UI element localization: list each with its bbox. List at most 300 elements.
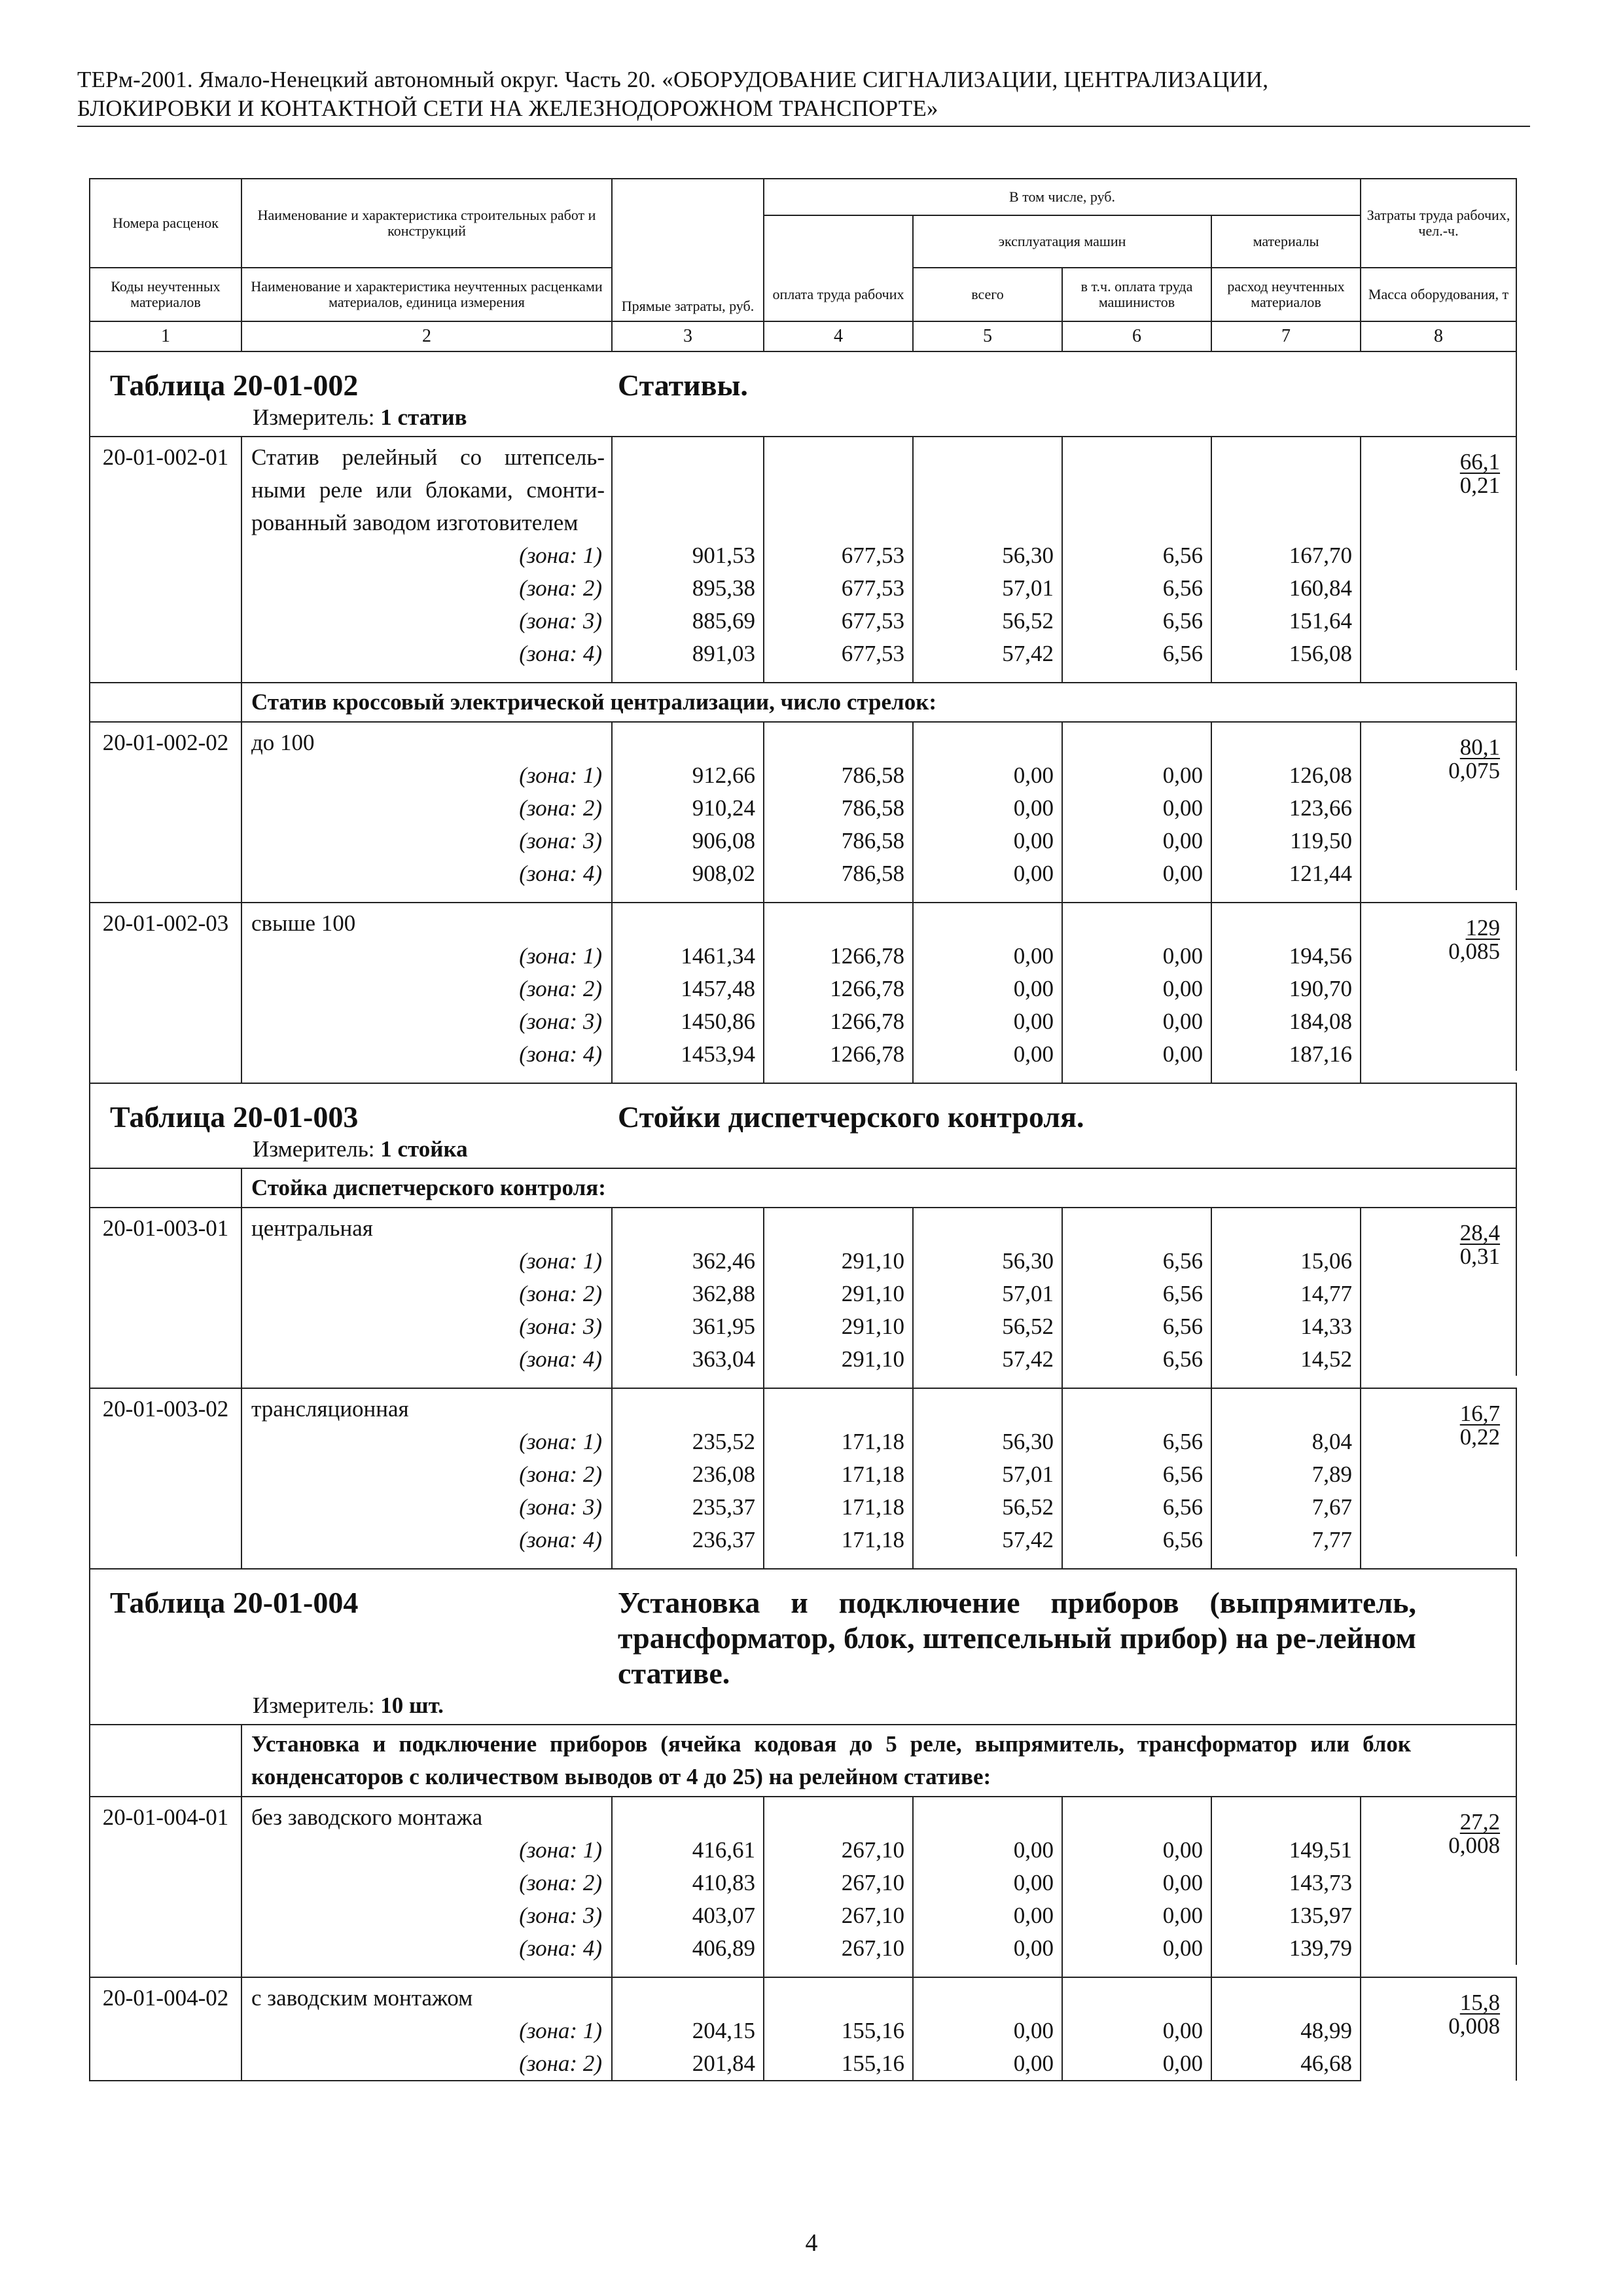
- rate-code: 20-01-002-02: [90, 722, 241, 759]
- table-code: Таблица 20-01-002: [110, 368, 359, 402]
- empty-cell: [913, 1977, 1062, 2015]
- direct-costs-value: 885,69: [612, 605, 764, 637]
- direct-costs-value: 410,83: [612, 1867, 764, 1899]
- materials-value: 14,52: [1211, 1343, 1361, 1376]
- empty-cell: [612, 1388, 764, 1426]
- empty-cell: [764, 1965, 913, 1977]
- meter-label: Измеритель:: [253, 1693, 375, 1718]
- empty-cell: [913, 437, 1062, 539]
- col-number-3: 3: [612, 321, 764, 351]
- worker-pay-value: 291,10: [764, 1310, 913, 1343]
- machine-total-value: 57,01: [913, 1278, 1062, 1310]
- zone-row: [90, 605, 1516, 637]
- empty-cell: [612, 1208, 764, 1245]
- empty-cell: [1211, 437, 1361, 539]
- zone-label: (зона: 4): [241, 857, 612, 890]
- worker-pay-value: 291,10: [764, 1343, 913, 1376]
- col-number-2: 2: [241, 321, 612, 351]
- empty-cell: [1062, 1977, 1211, 2015]
- labor-value: 15,8: [1459, 1990, 1501, 2015]
- empty-cell: [90, 792, 241, 825]
- labor-mass-cell: [1361, 722, 1516, 890]
- zone-row: [90, 1245, 1516, 1278]
- direct-costs-value: 895,38: [612, 572, 764, 605]
- materials-value: 160,84: [1211, 572, 1361, 605]
- empty-cell: [612, 1965, 764, 1977]
- worker-pay-value: 155,16: [764, 2015, 913, 2047]
- rate-item-row: [90, 1977, 1516, 2015]
- worker-pay-value: 1266,78: [764, 973, 913, 1005]
- page-number: 4: [805, 2229, 818, 2257]
- col-header-direct-costs: Прямые затраты, руб.: [612, 179, 764, 321]
- empty-cell: [1211, 890, 1361, 903]
- zone-row: [90, 1458, 1516, 1491]
- zone-row: [90, 1005, 1516, 1038]
- table-heading-row: [90, 1083, 1516, 1168]
- zone-label: (зона: 1): [241, 759, 612, 792]
- empty-cell: [90, 1245, 241, 1278]
- mass-value: 0,21: [1459, 473, 1501, 498]
- materials-value: 8,04: [1211, 1426, 1361, 1458]
- rate-name: до 100: [241, 722, 612, 759]
- col-number-6: 6: [1062, 321, 1211, 351]
- materials-value: 14,77: [1211, 1278, 1361, 1310]
- meter-value: 1 стойка: [380, 1136, 468, 1162]
- empty-cell: [241, 1071, 612, 1083]
- direct-costs-value: 1457,48: [612, 973, 764, 1005]
- labor-value: 129: [1465, 915, 1501, 941]
- operator-pay-value: 6,56: [1062, 572, 1211, 605]
- table-meter: [110, 403, 1516, 432]
- empty-cell: [90, 1310, 241, 1343]
- labor-mass-cell: [1361, 1977, 1516, 2081]
- empty-cell: [1062, 1965, 1211, 1977]
- group-subheading: Установка и подключение приборов (ячейка кодовая до 5 реле, выпрямитель, трансформатор или блок конденсаторов с количеством выводов от 4 до 25) на релейном стативе:: [241, 1725, 1516, 1797]
- materials-value: 135,97: [1211, 1899, 1361, 1932]
- materials-value: 139,79: [1211, 1932, 1361, 1965]
- labor-mass-fraction: [1448, 1991, 1500, 2038]
- operator-pay-value: 6,56: [1062, 1310, 1211, 1343]
- operator-pay-value: 6,56: [1062, 637, 1211, 670]
- spacer-row: [90, 670, 1516, 683]
- worker-pay-value: 155,16: [764, 2047, 913, 2081]
- labor-mass-fraction: [1448, 1810, 1500, 1857]
- rate-code: 20-01-004-01: [90, 1797, 241, 1834]
- empty-cell: [90, 759, 241, 792]
- empty-cell: [90, 1038, 241, 1071]
- machine-total-value: 56,52: [913, 1491, 1062, 1524]
- zone-row: [90, 1932, 1516, 1965]
- empty-cell: [1211, 1797, 1361, 1834]
- zone-label: (зона: 1): [241, 940, 612, 973]
- direct-costs-value: 403,07: [612, 1899, 764, 1932]
- rate-name: центральная: [241, 1208, 612, 1245]
- empty-cell: [1211, 722, 1361, 759]
- empty-cell: [612, 437, 764, 539]
- empty-cell: [90, 683, 241, 722]
- meter-value: 10 шт.: [380, 1693, 444, 1718]
- worker-pay-value: 1266,78: [764, 940, 913, 973]
- empty-cell: [913, 1556, 1062, 1569]
- empty-cell: [1062, 1388, 1211, 1426]
- machine-total-value: 56,30: [913, 1245, 1062, 1278]
- col-header-material-use: расход неучтенных материалов: [1211, 268, 1361, 321]
- operator-pay-value: 0,00: [1062, 2047, 1211, 2081]
- labor-mass-cell: [1361, 1208, 1516, 1376]
- worker-pay-value: 1266,78: [764, 1005, 913, 1038]
- table-heading-wrap: [110, 368, 1516, 403]
- empty-cell: [764, 670, 913, 683]
- direct-costs-value: 891,03: [612, 637, 764, 670]
- empty-cell: [90, 1458, 241, 1491]
- empty-cell: [1211, 1071, 1361, 1083]
- materials-value: 121,44: [1211, 857, 1361, 890]
- empty-cell: [90, 2047, 241, 2081]
- zone-row: [90, 973, 1516, 1005]
- meter-value: 1 статив: [380, 404, 467, 430]
- worker-pay-value: 171,18: [764, 1426, 913, 1458]
- empty-cell: [764, 1388, 913, 1426]
- operator-pay-value: 0,00: [1062, 759, 1211, 792]
- worker-pay-value: 171,18: [764, 1524, 913, 1556]
- empty-cell: [90, 1524, 241, 1556]
- machine-total-value: 0,00: [913, 792, 1062, 825]
- materials-value: 184,08: [1211, 1005, 1361, 1038]
- col-header-worker-pay-spacer: [764, 215, 913, 268]
- zone-label: (зона: 2): [241, 792, 612, 825]
- empty-cell: [90, 2015, 241, 2047]
- empty-cell: [1211, 1965, 1361, 1977]
- empty-cell: [90, 1343, 241, 1376]
- zone-row: [90, 1310, 1516, 1343]
- empty-cell: [1062, 722, 1211, 759]
- worker-pay-value: 786,58: [764, 825, 913, 857]
- labor-mass-fraction: [1460, 450, 1500, 497]
- col-header-total: всего: [913, 268, 1062, 321]
- empty-cell: [90, 825, 241, 857]
- empty-cell: [90, 539, 241, 572]
- zone-label: (зона: 1): [241, 1426, 612, 1458]
- zone-row: [90, 1867, 1516, 1899]
- col-header-worker-pay: оплата труда рабочих: [764, 268, 913, 321]
- table-meter: [110, 1691, 1516, 1720]
- machine-total-value: 0,00: [913, 2047, 1062, 2081]
- worker-pay-value: 171,18: [764, 1458, 913, 1491]
- materials-value: 143,73: [1211, 1867, 1361, 1899]
- table-heading-wrap: [110, 1100, 1516, 1135]
- empty-cell: [90, 1899, 241, 1932]
- materials-value: 46,68: [1211, 2047, 1361, 2081]
- col-header-machine-ops: эксплуатация машин: [913, 215, 1211, 268]
- empty-cell: [764, 1797, 913, 1834]
- rate-item-row: [90, 1388, 1516, 1426]
- header-divider: [77, 126, 1530, 127]
- operator-pay-value: 0,00: [1062, 1038, 1211, 1071]
- zone-row: [90, 1834, 1516, 1867]
- zone-row: [90, 1343, 1516, 1376]
- operator-pay-value: 0,00: [1062, 2015, 1211, 2047]
- labor-value: 27,2: [1459, 1809, 1501, 1835]
- direct-costs-value: 406,89: [612, 1932, 764, 1965]
- operator-pay-value: 0,00: [1062, 1867, 1211, 1899]
- empty-cell: [913, 1388, 1062, 1426]
- labor-value: 28,4: [1459, 1220, 1501, 1246]
- rate-name: Статив релейный со штепсель-ными реле или блоками, смонти-рованный заводом изготовителем: [241, 437, 612, 539]
- empty-cell: [764, 1208, 913, 1245]
- table-body: [90, 351, 1516, 2081]
- machine-total-value: 57,01: [913, 1458, 1062, 1491]
- direct-costs-value: 362,88: [612, 1278, 764, 1310]
- empty-cell: [90, 1867, 241, 1899]
- zone-label: (зона: 3): [241, 1899, 612, 1932]
- machine-total-value: 57,42: [913, 637, 1062, 670]
- col-header-name-top: Наименование и характеристика строительных работ и конструкций: [241, 179, 612, 268]
- operator-pay-value: 0,00: [1062, 1932, 1211, 1965]
- empty-cell: [90, 973, 241, 1005]
- worker-pay-value: 786,58: [764, 792, 913, 825]
- zone-row: [90, 1038, 1516, 1071]
- spacer-row: [90, 1376, 1516, 1388]
- machine-total-value: 0,00: [913, 1005, 1062, 1038]
- empty-cell: [1062, 890, 1211, 903]
- empty-cell: [612, 1556, 764, 1569]
- machine-total-value: 0,00: [913, 1899, 1062, 1932]
- worker-pay-value: 1266,78: [764, 1038, 913, 1071]
- empty-cell: [90, 1376, 241, 1388]
- machine-total-value: 0,00: [913, 1932, 1062, 1965]
- empty-cell: [90, 1168, 241, 1208]
- table-title: Стойки диспетчерского контроля.: [618, 1100, 1084, 1134]
- empty-cell: [90, 1556, 241, 1569]
- empty-cell: [90, 670, 241, 683]
- spacer-row: [90, 890, 1516, 903]
- empty-cell: [1062, 670, 1211, 683]
- rate-name: трансляционная: [241, 1388, 612, 1426]
- empty-cell: [90, 637, 241, 670]
- zone-label: (зона: 2): [241, 1867, 612, 1899]
- labor-value: 66,1: [1459, 449, 1501, 475]
- zone-label: (зона: 1): [241, 539, 612, 572]
- materials-value: 156,08: [1211, 637, 1361, 670]
- table-heading-wrap: [110, 1585, 1516, 1691]
- empty-cell: [612, 670, 764, 683]
- empty-cell: [1062, 437, 1211, 539]
- materials-value: 190,70: [1211, 973, 1361, 1005]
- rate-code: 20-01-003-02: [90, 1388, 241, 1426]
- empty-cell: [1062, 1797, 1211, 1834]
- mass-value: 0,22: [1459, 1424, 1501, 1450]
- zone-row: [90, 759, 1516, 792]
- direct-costs-value: 912,66: [612, 759, 764, 792]
- machine-total-value: 57,01: [913, 572, 1062, 605]
- labor-mass-cell: [1361, 1797, 1516, 1965]
- zone-row: [90, 1426, 1516, 1458]
- group-subheading: Статив кроссовый электрической централизации, число стрелок:: [241, 683, 1516, 722]
- materials-value: 187,16: [1211, 1038, 1361, 1071]
- zone-label: (зона: 1): [241, 1245, 612, 1278]
- empty-cell: [913, 1965, 1062, 1977]
- zone-row: [90, 1278, 1516, 1310]
- machine-total-value: 0,00: [913, 759, 1062, 792]
- empty-cell: [913, 1797, 1062, 1834]
- zone-label: (зона: 4): [241, 1524, 612, 1556]
- operator-pay-value: 0,00: [1062, 940, 1211, 973]
- empty-cell: [241, 670, 612, 683]
- direct-costs-value: 1461,34: [612, 940, 764, 973]
- rate-item-row: [90, 1797, 1516, 1834]
- empty-cell: [90, 1071, 241, 1083]
- machine-total-value: 56,30: [913, 1426, 1062, 1458]
- zone-label: (зона: 4): [241, 1343, 612, 1376]
- machine-total-value: 0,00: [913, 973, 1062, 1005]
- empty-cell: [241, 890, 612, 903]
- zone-label: (зона: 2): [241, 2047, 612, 2081]
- empty-cell: [612, 722, 764, 759]
- table-meter: [110, 1135, 1516, 1164]
- operator-pay-value: 6,56: [1062, 1426, 1211, 1458]
- col-number-4: 4: [764, 321, 913, 351]
- col-header-unaccounted-codes: Коды неучтенных материалов: [90, 268, 241, 321]
- zone-row: [90, 1899, 1516, 1932]
- rate-item-row: [90, 1208, 1516, 1245]
- direct-costs-value: 235,37: [612, 1491, 764, 1524]
- table-heading: [90, 1569, 1516, 1725]
- machine-total-value: 0,00: [913, 1038, 1062, 1071]
- document-header: [77, 65, 1530, 123]
- empty-cell: [90, 572, 241, 605]
- empty-cell: [764, 722, 913, 759]
- zone-row: [90, 857, 1516, 890]
- labor-mass-cell: [1361, 1388, 1516, 1556]
- mass-value: 0,008: [1448, 2013, 1501, 2039]
- zone-row: [90, 1491, 1516, 1524]
- col-header-including: В том числе, руб.: [764, 179, 1361, 215]
- empty-cell: [90, 1278, 241, 1310]
- empty-cell: [1062, 1376, 1211, 1388]
- spacer-row: [90, 1071, 1516, 1083]
- empty-cell: [612, 903, 764, 940]
- rate-name: без заводского монтажа: [241, 1797, 612, 1834]
- table-heading: [90, 1083, 1516, 1168]
- zone-row: [90, 825, 1516, 857]
- zone-label: (зона: 2): [241, 1278, 612, 1310]
- machine-total-value: 56,52: [913, 605, 1062, 637]
- empty-cell: [1211, 1388, 1361, 1426]
- mass-value: 0,008: [1448, 1833, 1501, 1858]
- empty-cell: [612, 890, 764, 903]
- direct-costs-value: 235,52: [612, 1426, 764, 1458]
- materials-value: 126,08: [1211, 759, 1361, 792]
- direct-costs-value: 416,61: [612, 1834, 764, 1867]
- direct-costs-value: 1453,94: [612, 1038, 764, 1071]
- labor-mass-fraction: [1448, 916, 1500, 963]
- col-header-materials: материалы: [1211, 215, 1361, 268]
- machine-total-value: 0,00: [913, 940, 1062, 973]
- rate-code: 20-01-004-02: [90, 1977, 241, 2015]
- empty-cell: [612, 1977, 764, 2015]
- empty-cell: [913, 1071, 1062, 1083]
- zone-row: [90, 2047, 1516, 2081]
- direct-costs-value: 906,08: [612, 825, 764, 857]
- zone-label: (зона: 4): [241, 1038, 612, 1071]
- table-code: Таблица 20-01-003: [110, 1100, 359, 1134]
- zone-label: (зона: 2): [241, 973, 612, 1005]
- col-number-8: 8: [1361, 321, 1516, 351]
- operator-pay-value: 6,56: [1062, 1278, 1211, 1310]
- direct-costs-value: 201,84: [612, 2047, 764, 2081]
- empty-cell: [90, 1725, 241, 1797]
- zone-row: [90, 539, 1516, 572]
- empty-cell: [612, 1071, 764, 1083]
- operator-pay-value: 0,00: [1062, 1834, 1211, 1867]
- empty-cell: [241, 1965, 612, 1977]
- empty-cell: [90, 890, 241, 903]
- operator-pay-value: 0,00: [1062, 825, 1211, 857]
- operator-pay-value: 0,00: [1062, 792, 1211, 825]
- rate-name: свыше 100: [241, 903, 612, 940]
- worker-pay-value: 677,53: [764, 605, 913, 637]
- col-number-1: 1: [90, 321, 241, 351]
- empty-cell: [764, 1376, 913, 1388]
- col-header-labor: Затраты труда рабочих, чел.-ч.: [1361, 179, 1516, 268]
- empty-cell: [764, 437, 913, 539]
- empty-cell: [1062, 1556, 1211, 1569]
- empty-cell: [764, 1556, 913, 1569]
- materials-value: 194,56: [1211, 940, 1361, 973]
- materials-value: 7,77: [1211, 1524, 1361, 1556]
- worker-pay-value: 677,53: [764, 637, 913, 670]
- worker-pay-value: 786,58: [764, 759, 913, 792]
- machine-total-value: 57,42: [913, 1343, 1062, 1376]
- rates-table: [89, 178, 1517, 2081]
- table-title: Стативы.: [618, 368, 748, 402]
- group-subheading-row: [90, 1725, 1516, 1797]
- zone-row: [90, 940, 1516, 973]
- zone-label: (зона: 1): [241, 1834, 612, 1867]
- empty-cell: [90, 1426, 241, 1458]
- direct-costs-value: 363,04: [612, 1343, 764, 1376]
- zone-row: [90, 637, 1516, 670]
- worker-pay-value: 291,10: [764, 1278, 913, 1310]
- zone-label: (зона: 4): [241, 1932, 612, 1965]
- zone-row: [90, 792, 1516, 825]
- labor-value: 80,1: [1459, 734, 1501, 760]
- empty-cell: [1062, 1208, 1211, 1245]
- machine-total-value: 57,42: [913, 1524, 1062, 1556]
- direct-costs-value: 236,37: [612, 1524, 764, 1556]
- materials-value: 119,50: [1211, 825, 1361, 857]
- worker-pay-value: 267,10: [764, 1867, 913, 1899]
- header-line-1: ТЕРм-2001. Ямало-Ненецкий автономный округ. Часть 20. «ОБОРУДОВАНИЕ СИГНАЛИЗАЦИИ, ЦЕНТРАЛИЗАЦИИ,: [77, 67, 1269, 92]
- operator-pay-value: 0,00: [1062, 973, 1211, 1005]
- machine-total-value: 56,52: [913, 1310, 1062, 1343]
- empty-cell: [764, 903, 913, 940]
- worker-pay-value: 267,10: [764, 1899, 913, 1932]
- col-header-equipment-mass: Масса оборудования, т: [1361, 268, 1516, 321]
- zone-row: [90, 2015, 1516, 2047]
- empty-cell: [90, 1932, 241, 1965]
- rate-name: с заводским монтажом: [241, 1977, 612, 2015]
- worker-pay-value: 677,53: [764, 539, 913, 572]
- empty-cell: [90, 940, 241, 973]
- machine-total-value: 0,00: [913, 1867, 1062, 1899]
- operator-pay-value: 0,00: [1062, 1005, 1211, 1038]
- labor-mass-fraction: [1460, 1221, 1500, 1268]
- empty-cell: [90, 1005, 241, 1038]
- empty-cell: [913, 722, 1062, 759]
- spacer-row: [90, 1556, 1516, 1569]
- worker-pay-value: 267,10: [764, 1932, 913, 1965]
